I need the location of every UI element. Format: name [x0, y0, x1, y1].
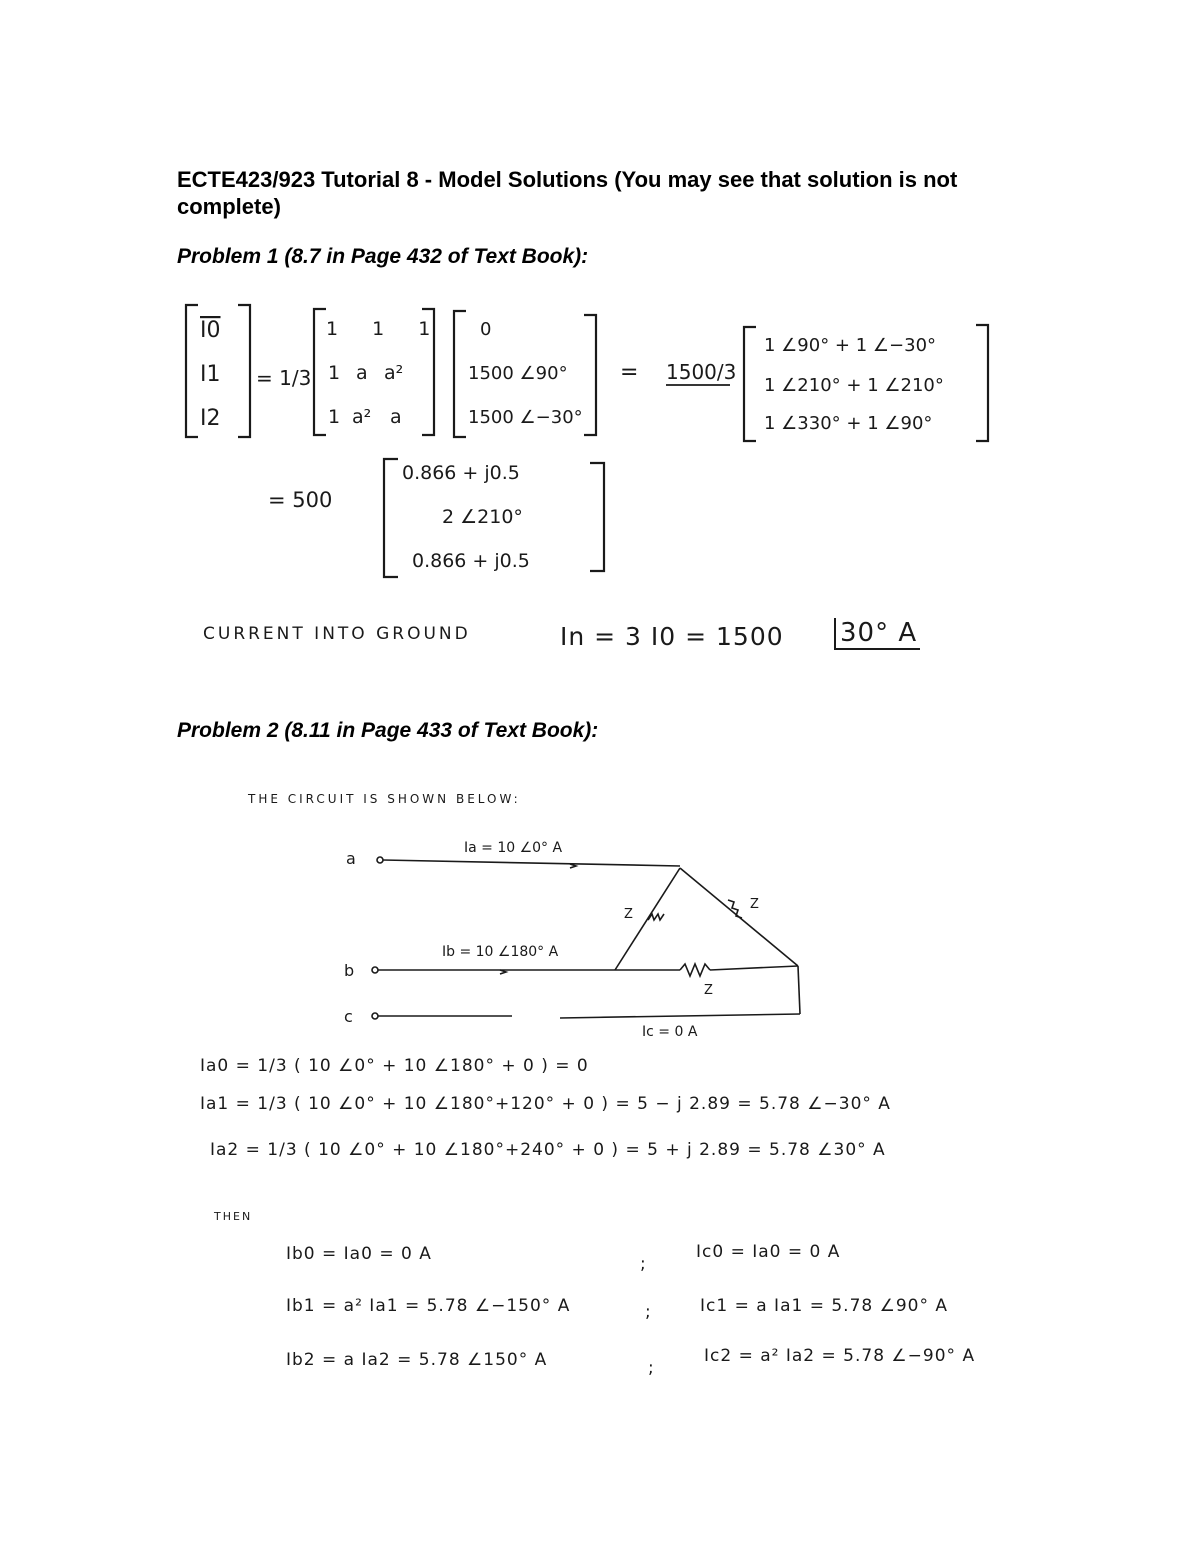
factor-1500-3: 1500/3 — [666, 360, 737, 384]
problem-1-heading: Problem 1 (8.7 in Page 432 of Text Book): — [177, 245, 589, 268]
result2-row-2: 0.866 + j0.5 — [412, 550, 530, 572]
page-title: ECTE423/923 Tutorial 8 - Model Solutions (You may see that solution is not complete) — [177, 167, 958, 219]
a-22: a² — [352, 406, 372, 428]
row-2-left: Ib2 = a Ia2 = 5.78 ∠150° A — [286, 1350, 548, 1370]
row-0-left: Ib0 = Ia0 = 0 A — [286, 1244, 432, 1264]
node-c-label: c — [344, 1007, 353, 1026]
node-a-label: a — [346, 849, 356, 868]
ia-label: Ia = 10 ∠0° A — [464, 840, 563, 856]
row-2-right: Ic2 = a² Ia2 = 5.78 ∠−90° A — [704, 1346, 976, 1366]
ground-current-equation: In = 3 I0 = 1500 — [560, 622, 784, 651]
delta-circuit-diagram — [330, 830, 830, 1045]
row-0-right: Ic0 = Ia0 = 0 A — [696, 1242, 841, 1262]
row-1-sep: ; — [645, 1302, 652, 1322]
z-label-ac: Z — [750, 897, 759, 912]
row-2-sep: ; — [648, 1358, 655, 1378]
phase-current-b: 1500 ∠90° — [468, 363, 568, 384]
result-row-0: 1 ∠90° + 1 ∠−30° — [764, 335, 937, 356]
circuit-caption: THE CIRCUIT IS SHOWN BELOW: — [248, 792, 521, 806]
result-row-1: 1 ∠210° + 1 ∠210° — [764, 375, 944, 396]
a-matrix-r0: 1 1 1 — [326, 318, 445, 340]
lhs-i1: I1 — [200, 362, 221, 387]
problem-1-matrix-work — [170, 295, 1010, 595]
lhs-i0: I0 — [200, 318, 221, 343]
node-b-label: b — [344, 961, 355, 980]
eq-ia2: Ia2 = 1/3 ( 10 ∠0° + 10 ∠180°+240° + 0 ) = 5 + j 2.89 = 5.78 ∠30° A — [210, 1140, 886, 1160]
result2-row-0: 0.866 + j0.5 — [402, 462, 520, 484]
equals-1: = — [620, 360, 639, 385]
a-12: a — [356, 362, 368, 384]
result-row-2: 1 ∠330° + 1 ∠90° — [764, 413, 933, 434]
factor-500: = 500 — [268, 488, 333, 512]
eq-ia1: Ia1 = 1/3 ( 10 ∠0° + 10 ∠180°+120° + 0 ) = 5 − j 2.89 = 5.78 ∠−30° A — [200, 1094, 891, 1114]
row-1-right: Ic1 = a Ia1 = 5.78 ∠90° A — [700, 1296, 949, 1316]
ib-label: Ib = 10 ∠180° A — [442, 944, 559, 960]
a-21: 1 — [328, 406, 341, 428]
z-label-ab: Z — [624, 907, 633, 922]
a-13: a² — [384, 362, 404, 384]
phase-current-a: 0 — [480, 319, 492, 340]
ic-label: Ic = 0 A — [642, 1024, 698, 1040]
row-1-left: Ib1 = a² Ia1 = 5.78 ∠−150° A — [286, 1296, 571, 1316]
z-label-bc: Z — [704, 983, 713, 998]
then-label: THEN — [214, 1210, 253, 1223]
a-11: 1 — [328, 362, 341, 384]
ground-current-label: CURRENT INTO GROUND — [203, 624, 471, 644]
lhs-i2: I2 — [200, 406, 221, 431]
result2-row-1: 2 ∠210° — [442, 506, 523, 528]
factor-third: = 1/3 — [256, 366, 312, 390]
ground-angle-value: 30° A — [834, 618, 920, 650]
problem-2-heading: Problem 2 (8.11 in Page 433 of Text Book): — [177, 719, 599, 742]
eq-ia0: Ia0 = 1/3 ( 10 ∠0° + 10 ∠180° + 0 ) = 0 — [200, 1056, 589, 1076]
row-0-sep: ; — [640, 1254, 647, 1274]
phase-current-c: 1500 ∠−30° — [468, 407, 583, 428]
a-23: a — [390, 406, 402, 428]
ground-current-angle — [832, 618, 920, 648]
